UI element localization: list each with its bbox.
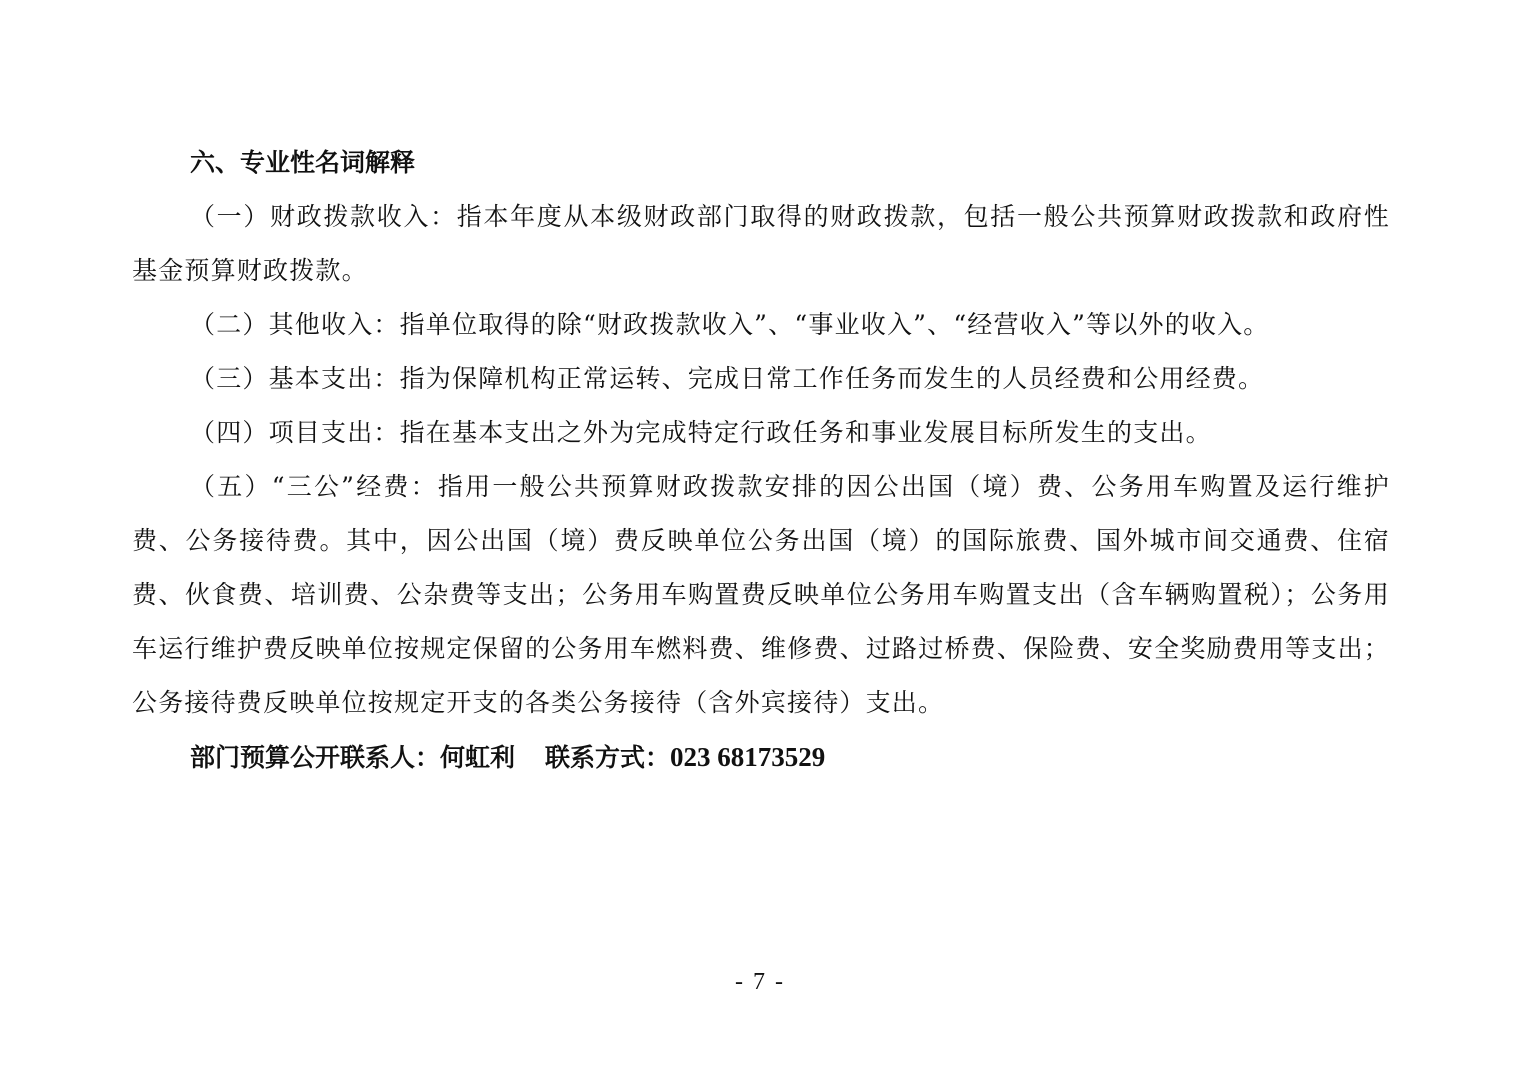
document-body	[132, 136, 1390, 784]
section-heading: 六、专业性名词解释	[190, 148, 416, 177]
contact-person: 部门预算公开联系人：何虹利	[190, 743, 516, 772]
page-number: - 7 -	[735, 969, 785, 995]
contact-line	[132, 730, 1390, 784]
paragraph-basic-expenditure: （三）基本支出：指为保障机构正常运转、完成日常工作任务而发生的人员经费和公用经费。	[190, 364, 1265, 393]
contact-phone: 023 68173529	[670, 742, 826, 772]
paragraph-fiscal-appropriation-income: （一）财政拨款收入：指本年度从本级财政部门取得的财政拨款，包括一般公共预算财政拨款和政府性基金预算财政拨款。	[132, 202, 1390, 285]
paragraph-three-public-expenses: （五）“三公”经费：指用一般公共预算财政拨款安排的因公出国（境）费、公务用车购置及运行维护费、公务接待费。其中，因公出国（境）费反映单位公务出国（境）的国际旅费、国外城市间交通费、住宿费、伙食费、培训费、公杂费等支出；公务用车购置费反映单位公务用车购置支出（含车辆购置税）；公务用车运行维护费反映单位按规定保留的公务用车燃料费、维修费、过路过桥费、保险费、安全奖励费用等支出；公务接待费反映单位按规定开支的各类公务接待（含外宾接待）支出。	[132, 472, 1390, 717]
paragraph-project-expenditure: （四）项目支出：指在基本支出之外为完成特定行政任务和事业发展目标所发生的支出。	[190, 418, 1212, 447]
contact-method-label: 联系方式：	[545, 743, 671, 772]
paragraph-other-income: （二）其他收入：指单位取得的除“财政拨款收入”、“事业收入”、“经营收入”等以外的收入。	[190, 310, 1270, 339]
